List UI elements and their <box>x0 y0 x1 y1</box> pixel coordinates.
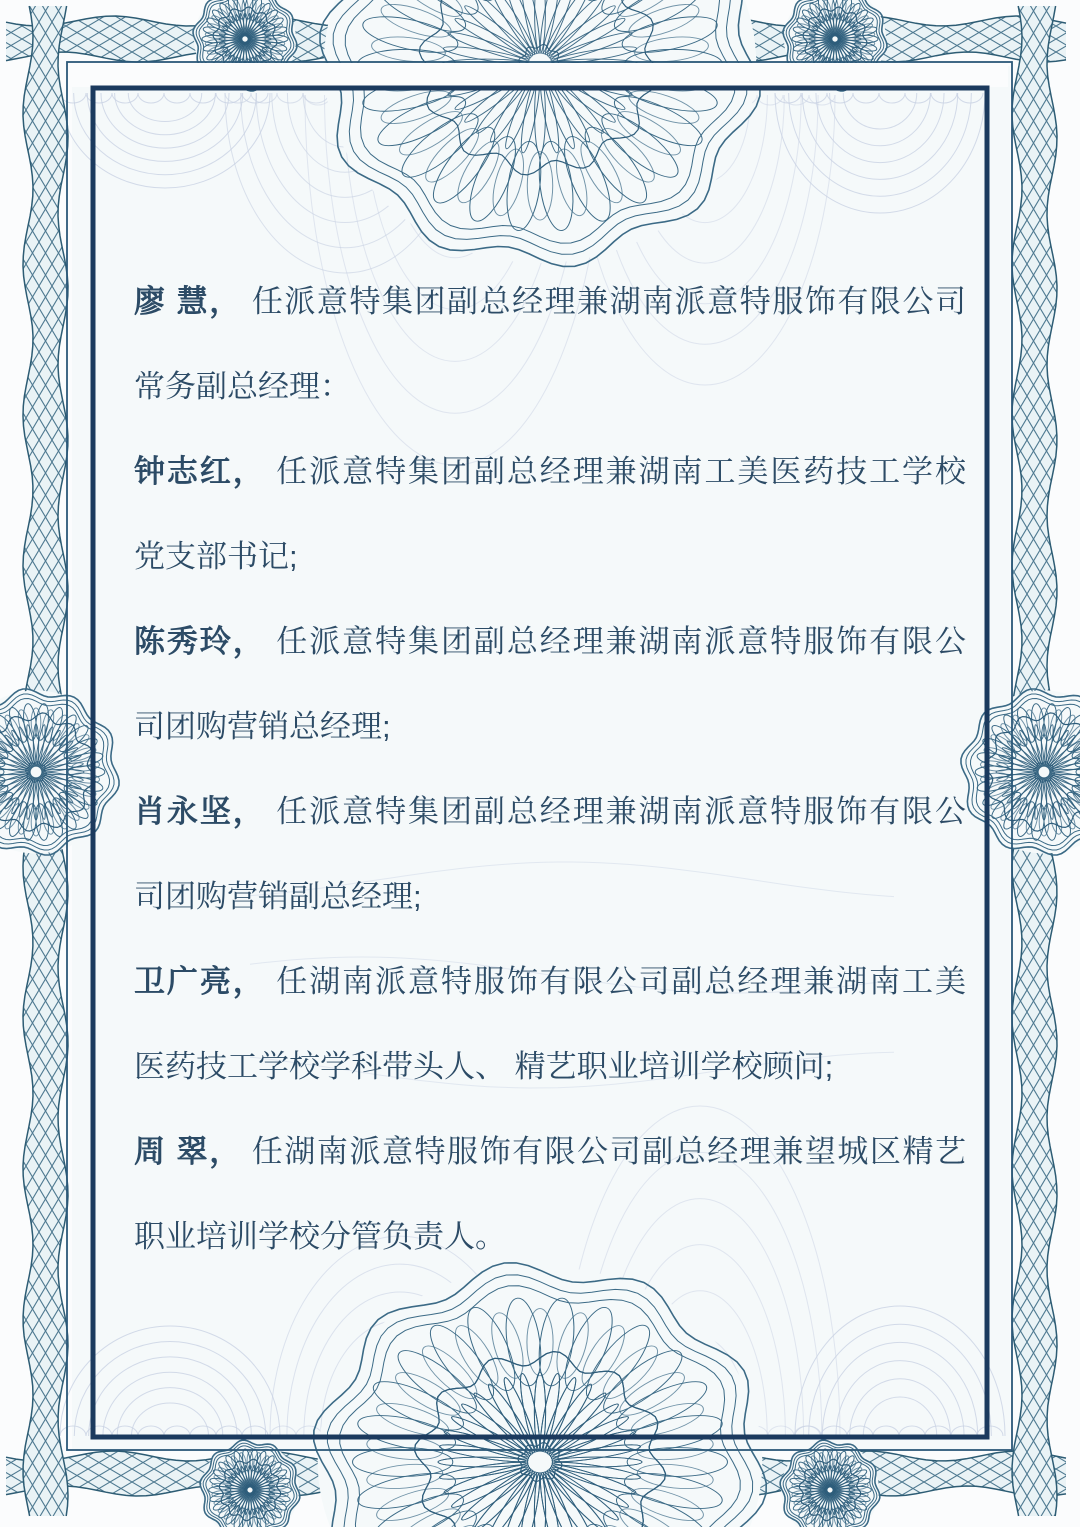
appointment-line <box>134 1109 966 1194</box>
appointment-text: 司团购营销总经理; <box>134 709 391 744</box>
appointment-line <box>134 259 966 344</box>
person-name: 钟志红， <box>134 454 266 489</box>
person-name: 廖 慧， <box>134 284 242 319</box>
appointment-line <box>134 684 966 769</box>
appointment-text: 司团购营销副总经理; <box>134 879 422 914</box>
appointment-line <box>134 1024 966 1109</box>
appointment-text: 任派意特集团副总经理兼湖南派意特服饰有限公 <box>265 794 966 829</box>
appointment-text-block <box>134 259 966 1279</box>
appointment-text: 职业培训学校分管负责人。 <box>134 1219 506 1254</box>
appointment-text: 任派意特集团副总经理兼湖南派意特服饰有限公司 <box>241 284 966 319</box>
appointment-text: 任湖南派意特服饰有限公司副总经理兼望城区精艺 <box>241 1134 966 1169</box>
appointment-text: 常务副总经理： <box>134 369 351 404</box>
person-name: 周 翠， <box>134 1134 242 1169</box>
appointment-text: 任湖南派意特服饰有限公司副总经理兼湖南工美 <box>265 964 966 999</box>
appointment-line <box>134 514 966 599</box>
appointment-line <box>134 599 966 684</box>
appointment-text: 医药技工学校学科带头人、 精艺职业培训学校顾问; <box>134 1049 834 1084</box>
appointment-text: 任派意特集团副总经理兼湖南派意特服饰有限公 <box>265 624 966 659</box>
appointment-line <box>134 344 966 429</box>
appointment-text: 任派意特集团副总经理兼湖南工美医药技工学校 <box>265 454 966 489</box>
person-name: 陈秀玲， <box>134 624 266 659</box>
appointment-text: 党支部书记; <box>134 539 298 574</box>
appointment-line <box>134 429 966 514</box>
appointment-line <box>134 854 966 939</box>
appointment-line <box>134 1194 966 1279</box>
person-name: 肖永坚， <box>134 794 266 829</box>
appointment-line <box>134 939 966 1024</box>
appointment-line <box>134 769 966 854</box>
person-name: 卫广亮， <box>134 964 266 999</box>
